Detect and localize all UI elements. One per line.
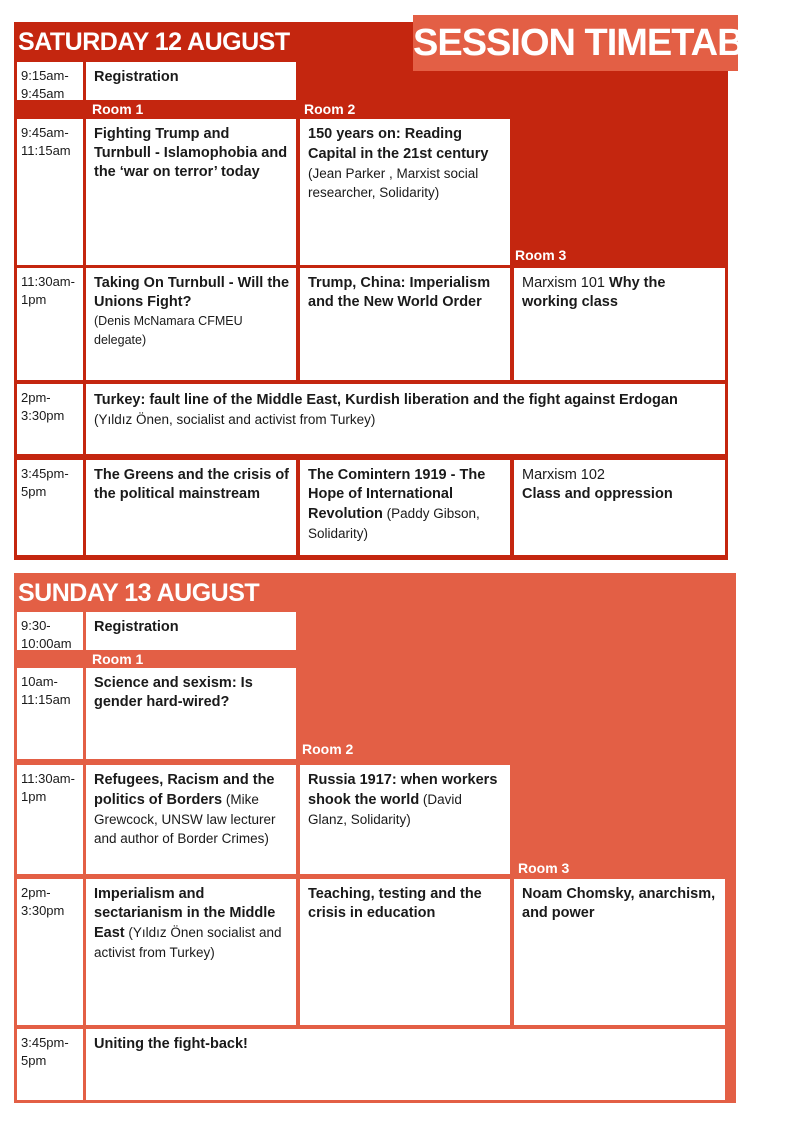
sun-slot3-room3 bbox=[514, 879, 725, 1025]
session-title: Fighting Trump and Turnbull - Islamophobia and the ‘war on terror’ today bbox=[94, 126, 288, 180]
session-title: Class and oppression bbox=[522, 486, 673, 502]
sun-room-2-label: Room 2 bbox=[302, 741, 354, 757]
banner-title: SESSION TIMETABLE bbox=[413, 22, 790, 64]
sat-slot2-room3 bbox=[514, 268, 725, 380]
saturday-panel bbox=[14, 22, 728, 560]
sat-room-1-label: Room 1 bbox=[92, 101, 144, 117]
session-title: Russia 1917: when workers shook the world bbox=[308, 772, 498, 808]
session-title: The Greens and the crisis of the political mainstream bbox=[94, 467, 289, 502]
session-speaker: (Paddy Gibson, Solidarity) bbox=[308, 506, 480, 541]
sun-slot4-time: 3:45pm-5pm bbox=[17, 1029, 83, 1100]
session-title: Teaching, testing and the crisis in education bbox=[308, 886, 482, 921]
session-title: Turkey: fault line of the Middle East, Kurdish liberation and the fight against Erdogan bbox=[94, 392, 678, 408]
sat-slot2-time: 11:30am-1pm bbox=[17, 268, 83, 380]
sun-registration-time: 9:30-10:00am bbox=[17, 612, 83, 650]
sat-slot3-time: 2pm-3:30pm bbox=[17, 384, 83, 454]
sat-slot2-room2 bbox=[300, 268, 510, 380]
sun-room-1-label: Room 1 bbox=[92, 651, 144, 667]
sat-room-2-label: Room 2 bbox=[304, 101, 356, 117]
sat-slot1-room1 bbox=[86, 119, 296, 265]
session-title: Why the working class bbox=[522, 275, 666, 310]
sat-slot4-room1 bbox=[86, 460, 296, 555]
session-title: Imperialism and sectarianism in the Middle East bbox=[94, 886, 276, 941]
sun-slot2-time: 11:30am-1pm bbox=[17, 765, 83, 874]
sun-slot4-all-rooms bbox=[86, 1029, 725, 1100]
session-speaker: (Yıldız Önen socialist and activist from Turkey) bbox=[94, 925, 282, 960]
sat-slot3-all-rooms bbox=[86, 384, 725, 454]
sun-room-3-label: Room 3 bbox=[518, 860, 570, 876]
sun-slot2-room1 bbox=[86, 765, 296, 874]
sun-slot3-room2 bbox=[300, 879, 510, 1025]
sat-slot1-time: 9:45am-11:15am bbox=[17, 119, 83, 265]
sun-slot1-time: 10am-11:15am bbox=[17, 668, 83, 759]
session-title: Uniting the fight-back! bbox=[94, 1036, 248, 1052]
sat-slot4-room2 bbox=[300, 460, 510, 555]
session-speaker: (Jean Parker , Marxist social researcher, Solidarity) bbox=[308, 166, 479, 200]
session-title: Registration bbox=[94, 619, 179, 635]
sun-registration-session bbox=[86, 612, 296, 650]
sunday-panel bbox=[14, 573, 736, 1103]
session-speaker: (Denis McNamara CFMEU delegate) bbox=[94, 314, 243, 347]
session-title: The Comintern 1919 - The Hope of International Revolution bbox=[308, 467, 486, 522]
session-series: Marxism 102 bbox=[522, 467, 605, 483]
session-title: Refugees, Racism and the politics of Borders bbox=[94, 772, 275, 808]
session-title: 150 years on: Reading Capital in the 21st century bbox=[308, 126, 489, 162]
sat-slot2-room1 bbox=[86, 268, 296, 380]
session-speaker: (David Glanz, Solidarity) bbox=[308, 792, 462, 827]
sat-slot1-room2 bbox=[300, 119, 510, 265]
session-title: Noam Chomsky, anarchism, and power bbox=[522, 886, 716, 921]
sun-slot3-time: 2pm-3:30pm bbox=[17, 879, 83, 1025]
session-title: Taking On Turnbull - Will the Unions Fight? bbox=[94, 275, 290, 310]
saturday-day-title: SATURDAY 12 AUGUST bbox=[18, 28, 290, 56]
sat-registration-time: 9:15am-9:45am bbox=[17, 62, 83, 100]
session-title: Trump, China: Imperialism and the New World Order bbox=[308, 275, 491, 310]
sun-slot1-room1 bbox=[86, 668, 296, 759]
session-title: Science and sexism: Is gender hard-wired? bbox=[94, 675, 253, 710]
session-title: Registration bbox=[94, 69, 179, 85]
session-speaker: (Yıldız Önen, socialist and activist from Turkey) bbox=[94, 412, 376, 427]
sat-slot4-room3 bbox=[514, 460, 725, 555]
sat-slot4-time: 3:45pm-5pm bbox=[17, 460, 83, 555]
session-series: Marxism 101 bbox=[522, 275, 610, 291]
session-timetable-banner bbox=[413, 15, 790, 71]
sunday-day-title: SUNDAY 13 AUGUST bbox=[18, 579, 260, 607]
session-speaker: (Mike Grewcock, UNSW law lecturer and author of Border Crimes) bbox=[94, 792, 276, 846]
sat-registration-session bbox=[86, 62, 296, 100]
sun-slot2-room2 bbox=[300, 765, 510, 874]
sat-room-3-label: Room 3 bbox=[515, 247, 567, 263]
sun-slot3-room1 bbox=[86, 879, 296, 1025]
